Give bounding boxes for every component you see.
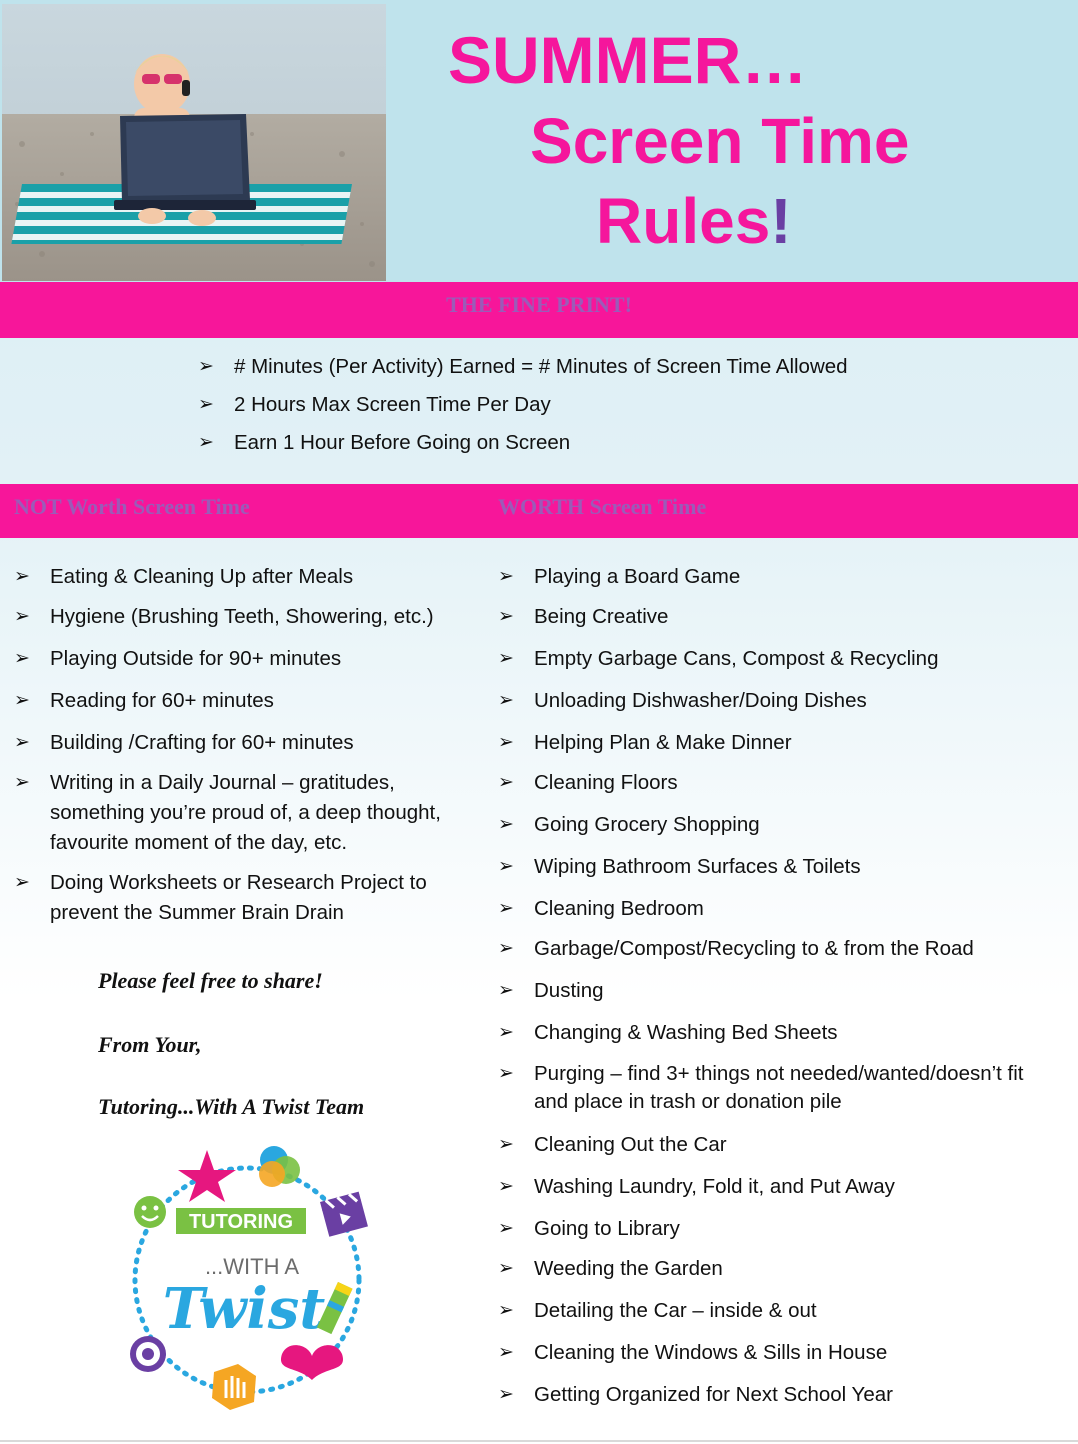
- arrow-bullet-icon: ➢: [498, 772, 514, 793]
- title-line-rules: [596, 184, 792, 258]
- list-item-text: Going Grocery Shopping: [534, 813, 760, 836]
- title-line-summer: SUMMER…: [448, 23, 808, 97]
- arrow-bullet-icon: ➢: [498, 898, 514, 919]
- list-item-text: Reading for 60+ minutes: [50, 689, 274, 712]
- list-item-text: Helping Plan & Make Dinner: [534, 731, 792, 754]
- arrow-bullet-icon: ➢: [498, 1022, 514, 1043]
- arrow-bullet-icon: ➢: [14, 732, 30, 753]
- list-item-text: Unloading Dishwasher/Doing Dishes: [534, 689, 867, 712]
- list-item-text: Eating & Cleaning Up after Meals: [50, 565, 354, 588]
- arrow-bullet-icon: ➢: [498, 1218, 514, 1239]
- arrow-bullet-icon: ➢: [498, 1342, 514, 1363]
- arrow-bullet-icon: ➢: [498, 1384, 514, 1405]
- arrow-bullet-icon: ➢: [498, 980, 514, 1001]
- list-item-text: Washing Laundry, Fold it, and Put Away: [534, 1175, 895, 1198]
- list-item-text: Dusting: [534, 979, 604, 1002]
- heart-icon: [281, 1345, 343, 1380]
- arrow-bullet-icon: ➢: [498, 732, 514, 753]
- list-item-text: Changing & Washing Bed Sheets: [534, 1021, 838, 1044]
- arrow-bullet-icon: ➢: [498, 1134, 514, 1155]
- list-item-text: Doing Worksheets or Research Project to prevent the Summer Brain Drain: [50, 871, 427, 924]
- list-item-text: Empty Garbage Cans, Compost & Recycling: [534, 647, 939, 670]
- list-item-text: Going to Library: [534, 1217, 680, 1240]
- arrow-bullet-icon: ➢: [198, 394, 214, 415]
- arrow-bullet-icon: ➢: [14, 872, 30, 893]
- list-item-text: Hygiene (Brushing Teeth, Showering, etc.): [50, 605, 434, 628]
- arrow-bullet-icon: ➢: [498, 856, 514, 877]
- hand-icon: [212, 1364, 256, 1410]
- signoff-from: From Your,: [98, 1032, 202, 1057]
- bottom-divider: [0, 1440, 1078, 1442]
- list-item-text: Playing a Board Game: [534, 565, 741, 588]
- list-item-text: Getting Organized for Next School Year: [534, 1383, 893, 1406]
- arrow-bullet-icon: ➢: [198, 432, 214, 453]
- arrow-bullet-icon: ➢: [498, 690, 514, 711]
- title-line-screen-time: Screen Time: [530, 105, 910, 177]
- logo-word-with-a: ...WITH A: [204, 1254, 300, 1279]
- star-icon: [178, 1150, 236, 1202]
- arrow-bullet-icon: ➢: [14, 690, 30, 711]
- tutoring-with-a-twist-logo: [112, 1140, 382, 1420]
- arrow-bullet-icon: ➢: [498, 648, 514, 669]
- arrow-bullet-icon: ➢: [498, 1063, 514, 1084]
- header: [0, 0, 1078, 282]
- arrow-bullet-icon: ➢: [14, 772, 30, 793]
- arrow-bullet-icon: ➢: [14, 648, 30, 669]
- list-item-text: Playing Outside for 90+ minutes: [50, 647, 342, 670]
- arrow-bullet-icon: ➢: [498, 1258, 514, 1279]
- not-worth-heading: NOT Worth Screen Time: [14, 494, 250, 519]
- fine-print-heading: THE FINE PRINT!: [446, 292, 632, 317]
- clapperboard-icon: [320, 1192, 368, 1237]
- arrow-bullet-icon: ➢: [498, 1176, 514, 1197]
- title-rules-word: Rules: [596, 185, 771, 257]
- logo-word-twist: Twist: [162, 1276, 326, 1342]
- list-item-text: Cleaning the Windows & Sills in House: [534, 1341, 888, 1364]
- list-item-text: # Minutes (Per Activity) Earned = # Minutes of Screen Time Allowed: [234, 355, 848, 378]
- arrow-bullet-icon: ➢: [14, 606, 30, 627]
- arrow-bullet-icon: ➢: [498, 1300, 514, 1321]
- list-item-text: Writing in a Daily Journal – gratitudes, something you’re proud of, a deep thought, favourite moment of the day, etc.: [50, 771, 441, 854]
- list-item-text: Building /Crafting for 60+ minutes: [50, 731, 354, 754]
- logo-word-tutoring: TUTORING: [188, 1211, 294, 1233]
- signoff-team: Tutoring...With A Twist Team: [98, 1094, 365, 1119]
- list-item-text: Being Creative: [534, 605, 669, 628]
- smiley-icon: [134, 1196, 166, 1228]
- arrow-bullet-icon: ➢: [498, 606, 514, 627]
- arrow-bullet-icon: ➢: [498, 814, 514, 835]
- arrow-bullet-icon: ➢: [498, 938, 514, 959]
- list-item-text: Wiping Bathroom Surfaces & Toilets: [534, 855, 861, 878]
- list-item-text: Weeding the Garden: [534, 1257, 723, 1280]
- list-item-text: Cleaning Bedroom: [534, 897, 704, 920]
- list-item-text: Earn 1 Hour Before Going on Screen: [234, 431, 571, 454]
- list-item-text: Cleaning Floors: [534, 771, 678, 794]
- list-item-text: Detailing the Car – inside & out: [534, 1299, 817, 1322]
- list-item-text: Purging – find 3+ things not needed/wanted/doesn’t fit and place in trash or donation pile: [534, 1062, 1024, 1113]
- beach-photo: [2, 4, 386, 281]
- target-icon: [130, 1336, 166, 1372]
- list-item-text: Garbage/Compost/Recycling to & from the Road: [534, 937, 974, 960]
- worth-heading: WORTH Screen Time: [498, 494, 707, 519]
- arrow-bullet-icon: ➢: [498, 566, 514, 587]
- list-item-text: Cleaning Out the Car: [534, 1133, 727, 1156]
- arrow-bullet-icon: ➢: [198, 356, 214, 377]
- title-exclamation: !: [770, 185, 792, 257]
- signoff-share: Please feel free to share!: [98, 968, 323, 993]
- list-item-text: 2 Hours Max Screen Time Per Day: [234, 393, 551, 416]
- arrow-bullet-icon: ➢: [14, 566, 30, 587]
